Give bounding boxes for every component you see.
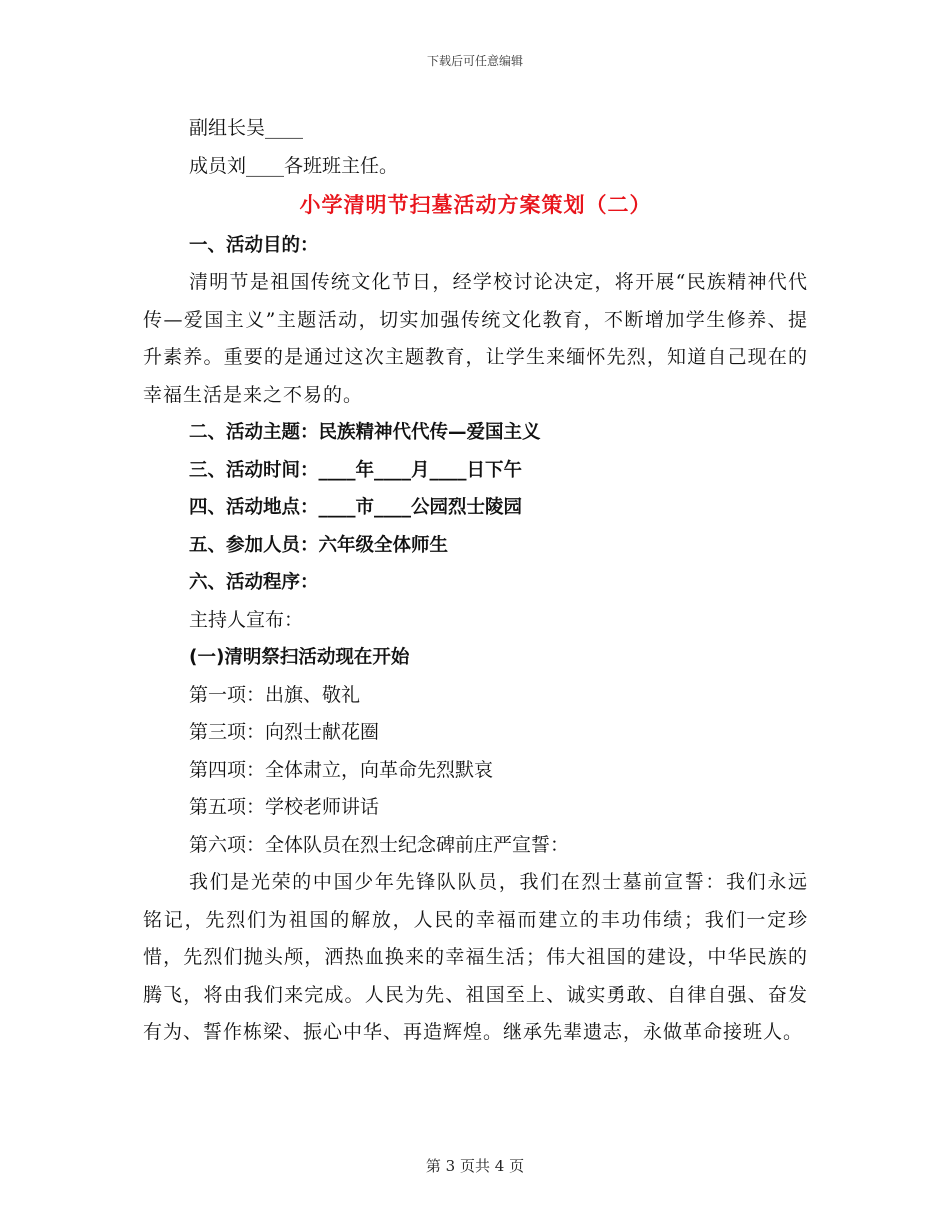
document-title: 小学清明节扫墓活动方案策划（二） [299,193,652,217]
section-3: 三、活动时间：____年____月____日下午 [189,459,523,481]
sub-heading: (一)清明祭扫活动现在开始 [189,647,410,668]
vice-leader-line: 副组长吴____ [189,117,304,139]
host-announce: 主持人宣布： [189,608,304,631]
section-2: 二、活动主题：民族精神代代传—爱国主义 [189,422,541,443]
list-item: 第一项：出旗、敬礼 [189,683,361,706]
members-line: 成员刘____各班班主任。 [189,154,399,177]
list-item: 第四项：全体肃立，向革命先烈默哀 [189,758,494,781]
section-1-heading: 一、活动目的： [189,234,319,256]
page-header: 下载后可任意编辑 [426,54,523,68]
list-item: 第三项：向烈士献花圈 [189,721,380,743]
document-body [143,110,808,1052]
page-footer: 第 3 页共 4 页 [425,1157,525,1175]
list-item: 第六项：全体队员在烈士纪念碑前庄严宣誓： [189,833,570,856]
section-6: 六、活动程序： [189,572,319,593]
section-4: 四、活动地点：____市____公园烈士陵园 [189,497,523,518]
section-5: 五、参加人员：六年级全体师生 [189,534,449,556]
list-item: 第五项：学校老师讲话 [189,796,380,818]
section-1-body: 清明节是祖国传统文化节日，经学校讨论决定，将开展“民族精神代代传—爱国主义”主题活动，切实加强传统文化教育，不断增加学生修养、提升素养。重要的是通过这次主题教育，让学生来缅怀先烈，知道自己现在的幸福生活是来之不易的。 [143,271,808,406]
oath-paragraph: 我们是光荣的中国少年先锋队队员，我们在烈士墓前宣誓：我们永远铭记，先烈们为祖国的解放，人民的幸福而建立的丰功伟绩；我们一定珍惜，先烈们抛头颅，洒热血换来的幸福生活；伟大祖国的建设，中华民族的腾飞，将由我们来完成。人民为先、祖国至上、诚实勇敢、自律自强、奋发有为、誓作栋梁、振心中华、再造辉煌。继承先辈遗志，永做革命接班人。 [143,871,808,1043]
